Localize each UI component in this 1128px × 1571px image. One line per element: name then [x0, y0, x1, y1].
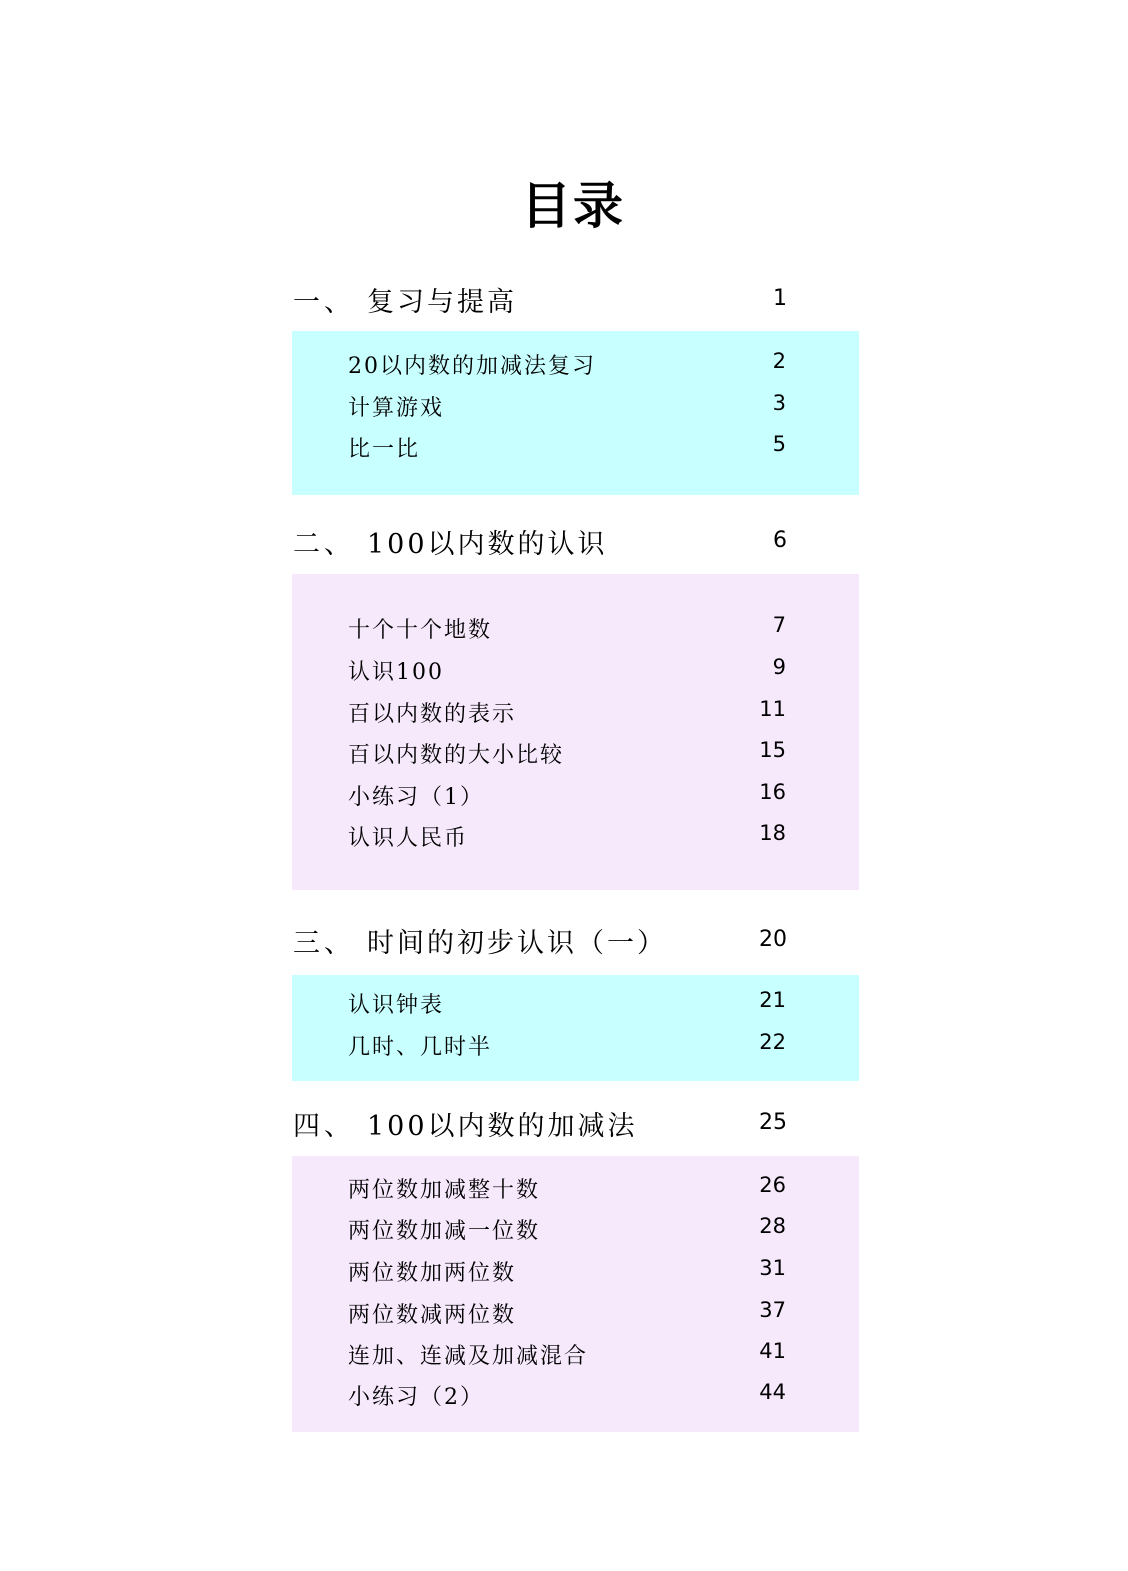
entry-title: 几时、几时半 — [348, 1035, 493, 1060]
entry-page-number: 31 — [759, 1256, 786, 1280]
entry-title: 20以内数的加减法复习 — [348, 354, 596, 379]
toc-entry[interactable] — [348, 1298, 786, 1328]
entry-page-number: 26 — [759, 1173, 786, 1197]
entry-page-number: 18 — [759, 821, 786, 845]
entry-title: 比一比 — [348, 437, 421, 462]
chapter-number: 三、 — [293, 928, 355, 959]
entry-title: 两位数减两位数 — [348, 1303, 517, 1328]
chapter-4-section-box — [292, 1156, 859, 1432]
entry-page-number: 28 — [759, 1214, 786, 1238]
chapter-page-number: 25 — [759, 1110, 787, 1135]
toc-entry[interactable] — [348, 1173, 786, 1203]
chapter-3-section-box — [292, 975, 859, 1081]
entry-page-number: 22 — [759, 1030, 786, 1054]
toc-entry[interactable] — [348, 1380, 786, 1410]
entry-page-number: 2 — [772, 349, 786, 373]
entry-title: 两位数加减整十数 — [348, 1178, 541, 1203]
entry-title: 两位数加减一位数 — [348, 1219, 541, 1244]
entry-page-number: 37 — [759, 1298, 786, 1322]
chapter-title: 复习与提高 — [367, 287, 517, 318]
toc-entry[interactable] — [348, 432, 786, 462]
entry-page-number: 41 — [759, 1339, 786, 1363]
chapter-1-section-box — [292, 331, 859, 495]
entry-title: 计算游戏 — [348, 396, 445, 421]
toc-entry[interactable] — [348, 738, 786, 768]
toc-entry[interactable] — [348, 1214, 786, 1244]
toc-entry[interactable] — [348, 391, 786, 421]
chapter-3-heading[interactable] — [293, 921, 793, 961]
entry-page-number: 5 — [772, 432, 786, 456]
entry-page-number: 11 — [759, 697, 786, 721]
entry-title: 认识人民币 — [348, 826, 469, 851]
entry-title: 两位数加两位数 — [348, 1261, 517, 1286]
toc-entry[interactable] — [348, 1256, 786, 1286]
chapter-title: 100以内数的加减法 — [367, 1111, 638, 1142]
toc-entry[interactable] — [348, 655, 786, 685]
chapter-page-number: 1 — [773, 286, 787, 311]
entry-page-number: 16 — [759, 780, 786, 804]
entry-page-number: 7 — [772, 613, 786, 637]
chapter-title: 时间的初步认识（一） — [367, 928, 667, 959]
toc-entry[interactable] — [348, 1339, 786, 1369]
toc-entry[interactable] — [348, 780, 786, 810]
entry-title: 认识100 — [348, 660, 444, 685]
entry-title: 百以内数的大小比较 — [348, 743, 565, 768]
entry-title: 连加、连减及加减混合 — [348, 1344, 589, 1369]
entry-title: 百以内数的表示 — [348, 702, 517, 727]
entry-title: 小练习（2） — [348, 1385, 484, 1410]
toc-entry[interactable] — [348, 821, 786, 851]
entry-page-number: 9 — [772, 655, 786, 679]
chapter-2-heading[interactable] — [293, 522, 793, 562]
chapter-number: 二、 — [293, 529, 355, 560]
chapter-page-number: 20 — [759, 927, 787, 952]
entry-page-number: 21 — [759, 988, 786, 1012]
toc-entry[interactable] — [348, 697, 786, 727]
chapter-2-section-box — [292, 574, 859, 890]
entry-page-number: 3 — [772, 391, 786, 415]
chapter-number: 四、 — [293, 1111, 355, 1142]
chapter-page-number: 6 — [773, 528, 787, 553]
chapter-4-heading[interactable] — [293, 1104, 793, 1144]
entry-title: 小练习（1） — [348, 785, 484, 810]
toc-entry[interactable] — [348, 349, 786, 379]
toc-entry[interactable] — [348, 988, 786, 1018]
toc-entry[interactable] — [348, 613, 786, 643]
entry-title: 十个十个地数 — [348, 618, 493, 643]
entry-title: 认识钟表 — [348, 993, 445, 1018]
entry-page-number: 44 — [759, 1380, 786, 1404]
page-title: 目录 — [521, 177, 625, 235]
toc-entry[interactable] — [348, 1030, 786, 1060]
chapter-1-heading[interactable] — [293, 280, 793, 320]
entry-page-number: 15 — [759, 738, 786, 762]
chapter-title: 100以内数的认识 — [367, 529, 608, 560]
chapter-number: 一、 — [293, 287, 355, 318]
